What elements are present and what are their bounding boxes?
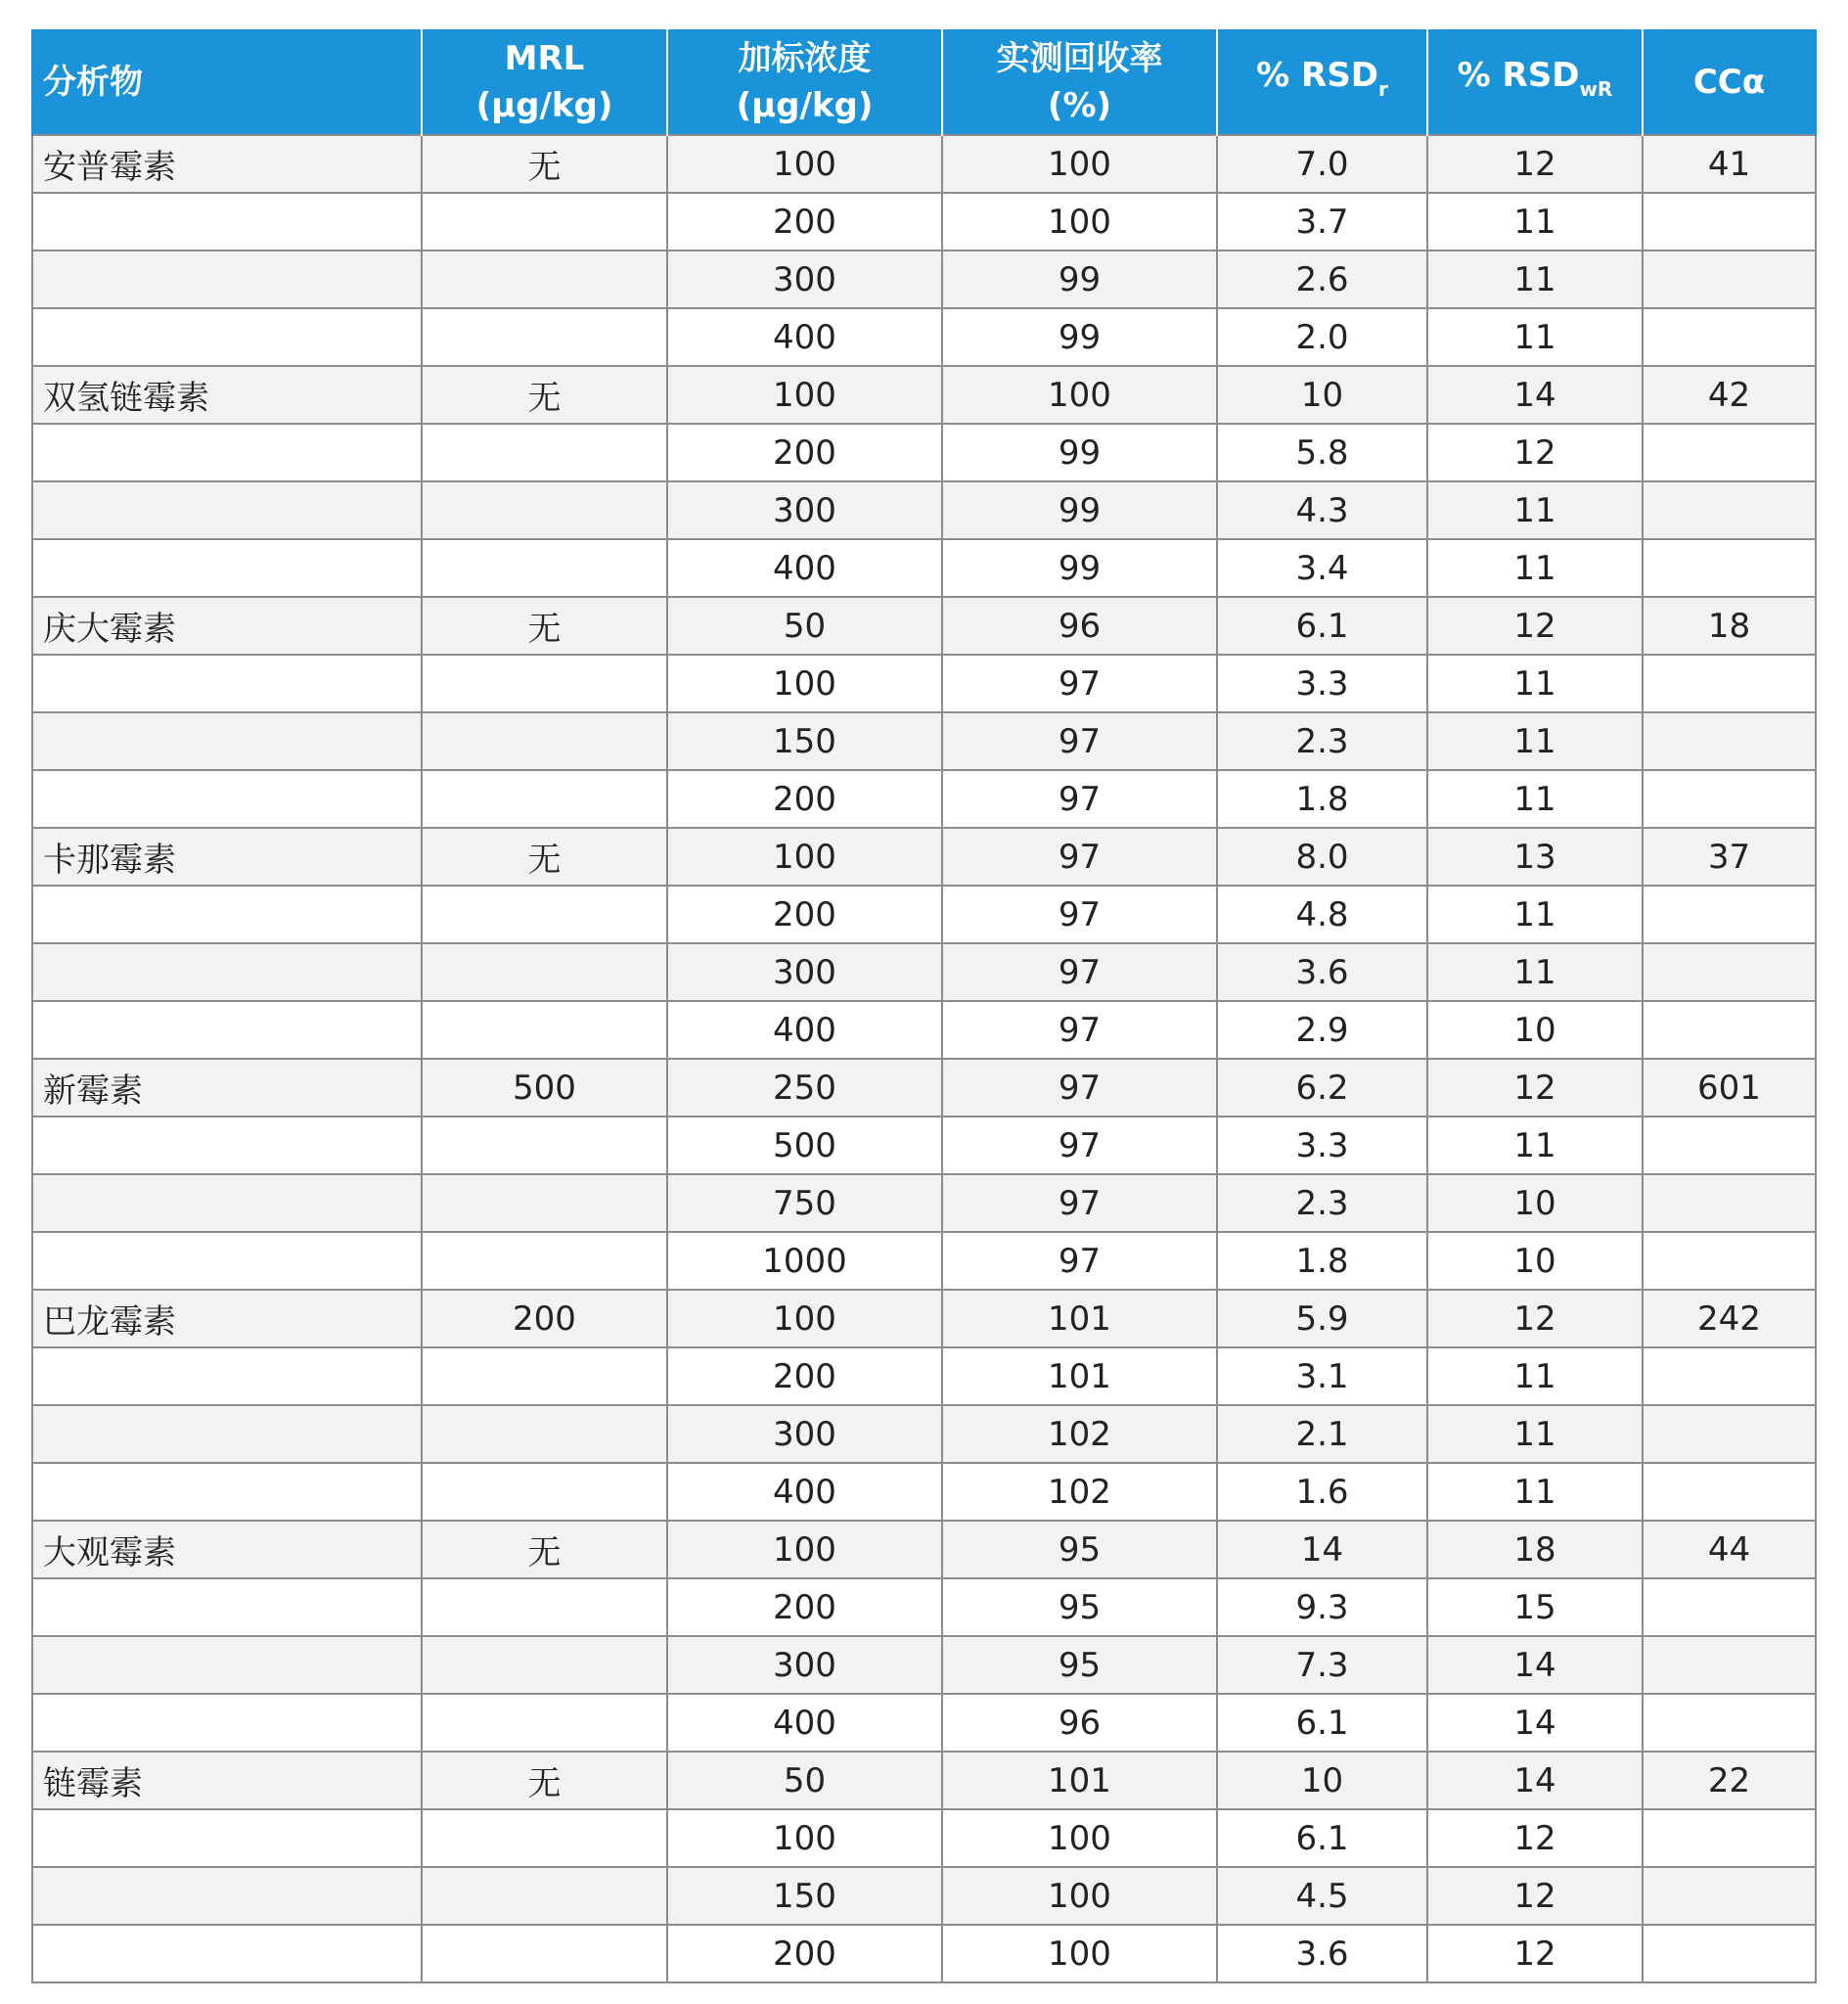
rsd-r-cell: 2.6 [1217, 250, 1427, 308]
spike-cell: 300 [667, 1405, 942, 1463]
rsd-r-cell: 10 [1217, 1752, 1427, 1809]
cc-alpha-cell [1643, 193, 1816, 250]
table-row [32, 1116, 1816, 1174]
analyte-cell [32, 481, 422, 539]
cc-alpha-cell [1643, 1636, 1816, 1694]
rsd-wr-cell: 14 [1427, 1694, 1643, 1752]
cc-alpha-cell [1643, 1405, 1816, 1463]
spike-cell: 100 [667, 135, 942, 193]
rsd-wr-cell: 11 [1427, 481, 1643, 539]
rsd-r-cell: 9.3 [1217, 1578, 1427, 1636]
cc-alpha-cell [1643, 424, 1816, 481]
rsd-wr-cell: 11 [1427, 539, 1643, 597]
table-row [32, 1347, 1816, 1405]
mrl-cell: 200 [422, 1290, 667, 1347]
cc-alpha-cell [1643, 886, 1816, 943]
rsd-r-cell: 5.8 [1217, 424, 1427, 481]
cc-alpha-cell: 22 [1643, 1752, 1816, 1809]
analyte-cell [32, 770, 422, 828]
cc-alpha-cell: 242 [1643, 1290, 1816, 1347]
recovery-cell: 97 [942, 770, 1217, 828]
header-spike-concentration [667, 29, 942, 135]
table-row [32, 597, 1816, 655]
table-row [32, 1232, 1816, 1290]
rsd-wr-cell: 12 [1427, 424, 1643, 481]
spike-cell: 300 [667, 481, 942, 539]
rsd-r-cell: 3.6 [1217, 943, 1427, 1001]
cc-alpha-cell [1643, 655, 1816, 712]
mrl-cell: 无 [422, 828, 667, 886]
analyte-cell: 链霉素 [32, 1752, 422, 1809]
analyte-cell [32, 1001, 422, 1059]
recovery-cell: 100 [942, 366, 1217, 424]
analyte-cell: 卡那霉素 [32, 828, 422, 886]
rsd-wr-cell: 11 [1427, 943, 1643, 1001]
rsd-r-cell: 7.0 [1217, 135, 1427, 193]
mrl-cell [422, 250, 667, 308]
spike-cell: 300 [667, 943, 942, 1001]
cc-alpha-cell [1643, 539, 1816, 597]
rsd-wr-cell: 11 [1427, 655, 1643, 712]
spike-cell: 100 [667, 1809, 942, 1867]
cc-alpha-cell [1643, 770, 1816, 828]
mrl-cell [422, 1347, 667, 1405]
rsd-r-cell: 4.3 [1217, 481, 1427, 539]
mrl-cell [422, 193, 667, 250]
mrl-cell [422, 1463, 667, 1521]
cc-alpha-cell [1643, 1347, 1816, 1405]
header-recovery-line2: (%) [1047, 85, 1112, 125]
mrl-cell [422, 655, 667, 712]
spike-cell: 500 [667, 1116, 942, 1174]
rsd-wr-cell: 10 [1427, 1232, 1643, 1290]
mrl-cell: 无 [422, 597, 667, 655]
analyte-cell [32, 1867, 422, 1925]
header-rsd-wr-main: % RSD [1457, 55, 1580, 95]
spike-cell: 100 [667, 1521, 942, 1578]
rsd-r-cell: 1.8 [1217, 770, 1427, 828]
cc-alpha-cell [1643, 712, 1816, 770]
table-row [32, 1809, 1816, 1867]
rsd-wr-cell: 11 [1427, 1347, 1643, 1405]
header-mrl-line1: MRL [504, 38, 585, 78]
rsd-r-cell: 1.6 [1217, 1463, 1427, 1521]
analyte-cell: 巴龙霉素 [32, 1290, 422, 1347]
cc-alpha-cell [1643, 1232, 1816, 1290]
table-row [32, 712, 1816, 770]
mrl-cell [422, 1174, 667, 1232]
rsd-r-cell: 8.0 [1217, 828, 1427, 886]
recovery-cell: 97 [942, 655, 1217, 712]
rsd-r-cell: 1.8 [1217, 1232, 1427, 1290]
recovery-cell: 95 [942, 1578, 1217, 1636]
results-table-container [31, 29, 1815, 1983]
analyte-cell [32, 1694, 422, 1752]
cc-alpha-cell [1643, 1174, 1816, 1232]
header-rsd-r-sub: r [1377, 76, 1388, 101]
mrl-cell [422, 886, 667, 943]
mrl-cell [422, 1405, 667, 1463]
table-row [32, 424, 1816, 481]
analyte-cell [32, 1578, 422, 1636]
spike-cell: 400 [667, 308, 942, 366]
cc-alpha-cell [1643, 943, 1816, 1001]
mrl-cell [422, 481, 667, 539]
recovery-cell: 95 [942, 1636, 1217, 1694]
rsd-wr-cell: 14 [1427, 1752, 1643, 1809]
rsd-wr-cell: 10 [1427, 1174, 1643, 1232]
cc-alpha-cell [1643, 1578, 1816, 1636]
table-row [32, 1290, 1816, 1347]
header-recovery-line1: 实测回收率 [996, 38, 1163, 78]
spike-cell: 150 [667, 1867, 942, 1925]
table-row [32, 1578, 1816, 1636]
rsd-wr-cell: 11 [1427, 1405, 1643, 1463]
analyte-cell [32, 539, 422, 597]
table-row [32, 1752, 1816, 1809]
mrl-cell: 无 [422, 135, 667, 193]
analyte-cell [32, 943, 422, 1001]
rsd-wr-cell: 11 [1427, 250, 1643, 308]
table-row [32, 1694, 1816, 1752]
cc-alpha-cell: 44 [1643, 1521, 1816, 1578]
mrl-cell [422, 712, 667, 770]
header-spike-line1: 加标浓度 [738, 38, 872, 78]
recovery-cell: 97 [942, 1059, 1217, 1116]
recovery-cell: 99 [942, 481, 1217, 539]
recovery-cell: 97 [942, 1001, 1217, 1059]
spike-cell: 200 [667, 770, 942, 828]
rsd-wr-cell: 12 [1427, 1867, 1643, 1925]
header-mrl [422, 29, 667, 135]
spike-cell: 400 [667, 1694, 942, 1752]
analyte-cell: 新霉素 [32, 1059, 422, 1116]
spike-cell: 100 [667, 828, 942, 886]
rsd-r-cell: 10 [1217, 366, 1427, 424]
mrl-cell [422, 1925, 667, 1982]
cc-alpha-cell [1643, 250, 1816, 308]
rsd-r-cell: 6.1 [1217, 1809, 1427, 1867]
table-row [32, 1174, 1816, 1232]
spike-cell: 400 [667, 1001, 942, 1059]
cc-alpha-cell: 42 [1643, 366, 1816, 424]
recovery-cell: 97 [942, 828, 1217, 886]
table-row [32, 539, 1816, 597]
analyte-cell [32, 250, 422, 308]
header-rsd-r-main: % RSD [1256, 55, 1378, 95]
rsd-wr-cell: 11 [1427, 193, 1643, 250]
rsd-r-cell: 6.2 [1217, 1059, 1427, 1116]
analyte-cell [32, 193, 422, 250]
table-row [32, 193, 1816, 250]
rsd-r-cell: 14 [1217, 1521, 1427, 1578]
rsd-r-cell: 2.3 [1217, 1174, 1427, 1232]
table-row [32, 828, 1816, 886]
mrl-cell [422, 943, 667, 1001]
analyte-cell [32, 1809, 422, 1867]
mrl-cell [422, 1867, 667, 1925]
rsd-wr-cell: 11 [1427, 1116, 1643, 1174]
spike-cell: 150 [667, 712, 942, 770]
spike-cell: 100 [667, 1290, 942, 1347]
analyte-cell [32, 655, 422, 712]
header-cc-alpha [1643, 29, 1816, 135]
spike-cell: 300 [667, 1636, 942, 1694]
spike-cell: 50 [667, 1752, 942, 1809]
mrl-cell [422, 1636, 667, 1694]
rsd-wr-cell: 15 [1427, 1578, 1643, 1636]
spike-cell: 50 [667, 597, 942, 655]
rsd-r-cell: 3.7 [1217, 193, 1427, 250]
rsd-wr-cell: 12 [1427, 1925, 1643, 1982]
rsd-wr-cell: 11 [1427, 1463, 1643, 1521]
cc-alpha-cell [1643, 1463, 1816, 1521]
analyte-cell [32, 1405, 422, 1463]
rsd-r-cell: 2.9 [1217, 1001, 1427, 1059]
rsd-r-cell: 5.9 [1217, 1290, 1427, 1347]
cc-alpha-cell [1643, 1694, 1816, 1752]
rsd-wr-cell: 18 [1427, 1521, 1643, 1578]
rsd-wr-cell: 12 [1427, 135, 1643, 193]
spike-cell: 200 [667, 1578, 942, 1636]
rsd-r-cell: 4.5 [1217, 1867, 1427, 1925]
analyte-cell: 庆大霉素 [32, 597, 422, 655]
recovery-cell: 95 [942, 1521, 1217, 1578]
mrl-cell [422, 308, 667, 366]
cc-alpha-cell: 18 [1643, 597, 1816, 655]
table-row [32, 1925, 1816, 1982]
header-recovery [942, 29, 1217, 135]
mrl-cell: 无 [422, 1521, 667, 1578]
rsd-r-cell: 6.1 [1217, 597, 1427, 655]
table-row [32, 1867, 1816, 1925]
spike-cell: 200 [667, 193, 942, 250]
spike-cell: 200 [667, 1925, 942, 1982]
rsd-wr-cell: 10 [1427, 1001, 1643, 1059]
table-row [32, 1521, 1816, 1578]
rsd-r-cell: 4.8 [1217, 886, 1427, 943]
rsd-wr-cell: 11 [1427, 308, 1643, 366]
recovery-cell: 99 [942, 308, 1217, 366]
spike-cell: 100 [667, 366, 942, 424]
recovery-cell: 100 [942, 1867, 1217, 1925]
analyte-cell: 大观霉素 [32, 1521, 422, 1578]
mrl-cell [422, 1809, 667, 1867]
recovery-cell: 99 [942, 250, 1217, 308]
recovery-cell: 100 [942, 135, 1217, 193]
table-row [32, 943, 1816, 1001]
rsd-wr-cell: 11 [1427, 886, 1643, 943]
rsd-wr-cell: 14 [1427, 366, 1643, 424]
cc-alpha-cell [1643, 1116, 1816, 1174]
table-row [32, 366, 1816, 424]
cc-alpha-cell [1643, 1925, 1816, 1982]
header-rsd-wr [1427, 29, 1643, 135]
recovery-cell: 97 [942, 943, 1217, 1001]
spike-cell: 250 [667, 1059, 942, 1116]
analyte-cell [32, 1232, 422, 1290]
table-row [32, 250, 1816, 308]
recovery-cell: 99 [942, 539, 1217, 597]
rsd-wr-cell: 12 [1427, 597, 1643, 655]
table-row [32, 1463, 1816, 1521]
rsd-wr-cell: 12 [1427, 1290, 1643, 1347]
spike-cell: 300 [667, 250, 942, 308]
analyte-cell [32, 424, 422, 481]
recovery-cell: 97 [942, 886, 1217, 943]
spike-cell: 100 [667, 655, 942, 712]
analyte-cell [32, 1116, 422, 1174]
table-body [32, 135, 1816, 1982]
recovery-cell: 97 [942, 1174, 1217, 1232]
analyte-cell [32, 712, 422, 770]
recovery-cell: 101 [942, 1290, 1217, 1347]
table-row [32, 1059, 1816, 1116]
mrl-cell [422, 1694, 667, 1752]
analyte-cell [32, 886, 422, 943]
header-cc-alpha-label: CCα [1692, 62, 1766, 102]
rsd-r-cell: 3.6 [1217, 1925, 1427, 1982]
cc-alpha-cell [1643, 308, 1816, 366]
rsd-r-cell: 3.3 [1217, 1116, 1427, 1174]
rsd-r-cell: 6.1 [1217, 1694, 1427, 1752]
rsd-r-cell: 2.3 [1217, 712, 1427, 770]
rsd-r-cell: 7.3 [1217, 1636, 1427, 1694]
recovery-cell: 101 [942, 1347, 1217, 1405]
header-mrl-line2: (μg/kg) [475, 85, 613, 125]
rsd-r-cell: 2.1 [1217, 1405, 1427, 1463]
mrl-cell [422, 1578, 667, 1636]
mrl-cell [422, 1001, 667, 1059]
header-rsd-r [1217, 29, 1427, 135]
mrl-cell [422, 770, 667, 828]
rsd-wr-cell: 11 [1427, 712, 1643, 770]
table-row [32, 1405, 1816, 1463]
table-row [32, 135, 1816, 193]
analyte-cell [32, 1174, 422, 1232]
rsd-wr-cell: 12 [1427, 1059, 1643, 1116]
recovery-cell: 99 [942, 424, 1217, 481]
spike-cell: 200 [667, 886, 942, 943]
table-row [32, 308, 1816, 366]
table-row [32, 655, 1816, 712]
recovery-cell: 97 [942, 1232, 1217, 1290]
rsd-wr-cell: 13 [1427, 828, 1643, 886]
cc-alpha-cell [1643, 1809, 1816, 1867]
table-header [32, 29, 1816, 135]
mrl-cell [422, 539, 667, 597]
rsd-r-cell: 3.4 [1217, 539, 1427, 597]
recovery-cell: 97 [942, 712, 1217, 770]
mrl-cell [422, 1232, 667, 1290]
recovery-cell: 96 [942, 597, 1217, 655]
spike-cell: 400 [667, 539, 942, 597]
analyte-cell [32, 308, 422, 366]
analyte-cell [32, 1463, 422, 1521]
header-rsd-wr-sub: wR [1579, 76, 1613, 101]
recovery-cell: 101 [942, 1752, 1217, 1809]
cc-alpha-cell [1643, 1001, 1816, 1059]
cc-alpha-cell: 601 [1643, 1059, 1816, 1116]
mrl-cell: 无 [422, 1752, 667, 1809]
spike-cell: 750 [667, 1174, 942, 1232]
cc-alpha-cell: 41 [1643, 135, 1816, 193]
table-row [32, 481, 1816, 539]
analyte-cell [32, 1636, 422, 1694]
recovery-results-table [31, 29, 1817, 1983]
table-row [32, 886, 1816, 943]
cc-alpha-cell [1643, 1867, 1816, 1925]
cc-alpha-cell: 37 [1643, 828, 1816, 886]
rsd-r-cell: 3.3 [1217, 655, 1427, 712]
recovery-cell: 102 [942, 1463, 1217, 1521]
rsd-r-cell: 3.1 [1217, 1347, 1427, 1405]
spike-cell: 200 [667, 424, 942, 481]
table-row [32, 1001, 1816, 1059]
recovery-cell: 97 [942, 1116, 1217, 1174]
mrl-cell [422, 424, 667, 481]
spike-cell: 200 [667, 1347, 942, 1405]
header-analyte-label: 分析物 [43, 62, 143, 102]
recovery-cell: 100 [942, 193, 1217, 250]
analyte-cell [32, 1347, 422, 1405]
header-row [32, 29, 1816, 135]
mrl-cell: 无 [422, 366, 667, 424]
mrl-cell: 500 [422, 1059, 667, 1116]
analyte-cell [32, 1925, 422, 1982]
mrl-cell [422, 1116, 667, 1174]
recovery-cell: 96 [942, 1694, 1217, 1752]
rsd-wr-cell: 12 [1427, 1809, 1643, 1867]
table-row [32, 1636, 1816, 1694]
table-row [32, 770, 1816, 828]
rsd-wr-cell: 14 [1427, 1636, 1643, 1694]
analyte-cell: 安普霉素 [32, 135, 422, 193]
rsd-r-cell: 2.0 [1217, 308, 1427, 366]
recovery-cell: 102 [942, 1405, 1217, 1463]
recovery-cell: 100 [942, 1925, 1217, 1982]
spike-cell: 1000 [667, 1232, 942, 1290]
cc-alpha-cell [1643, 481, 1816, 539]
header-spike-line2: (μg/kg) [736, 85, 874, 125]
header-analyte [32, 29, 422, 135]
spike-cell: 400 [667, 1463, 942, 1521]
rsd-wr-cell: 11 [1427, 770, 1643, 828]
recovery-cell: 100 [942, 1809, 1217, 1867]
analyte-cell: 双氢链霉素 [32, 366, 422, 424]
